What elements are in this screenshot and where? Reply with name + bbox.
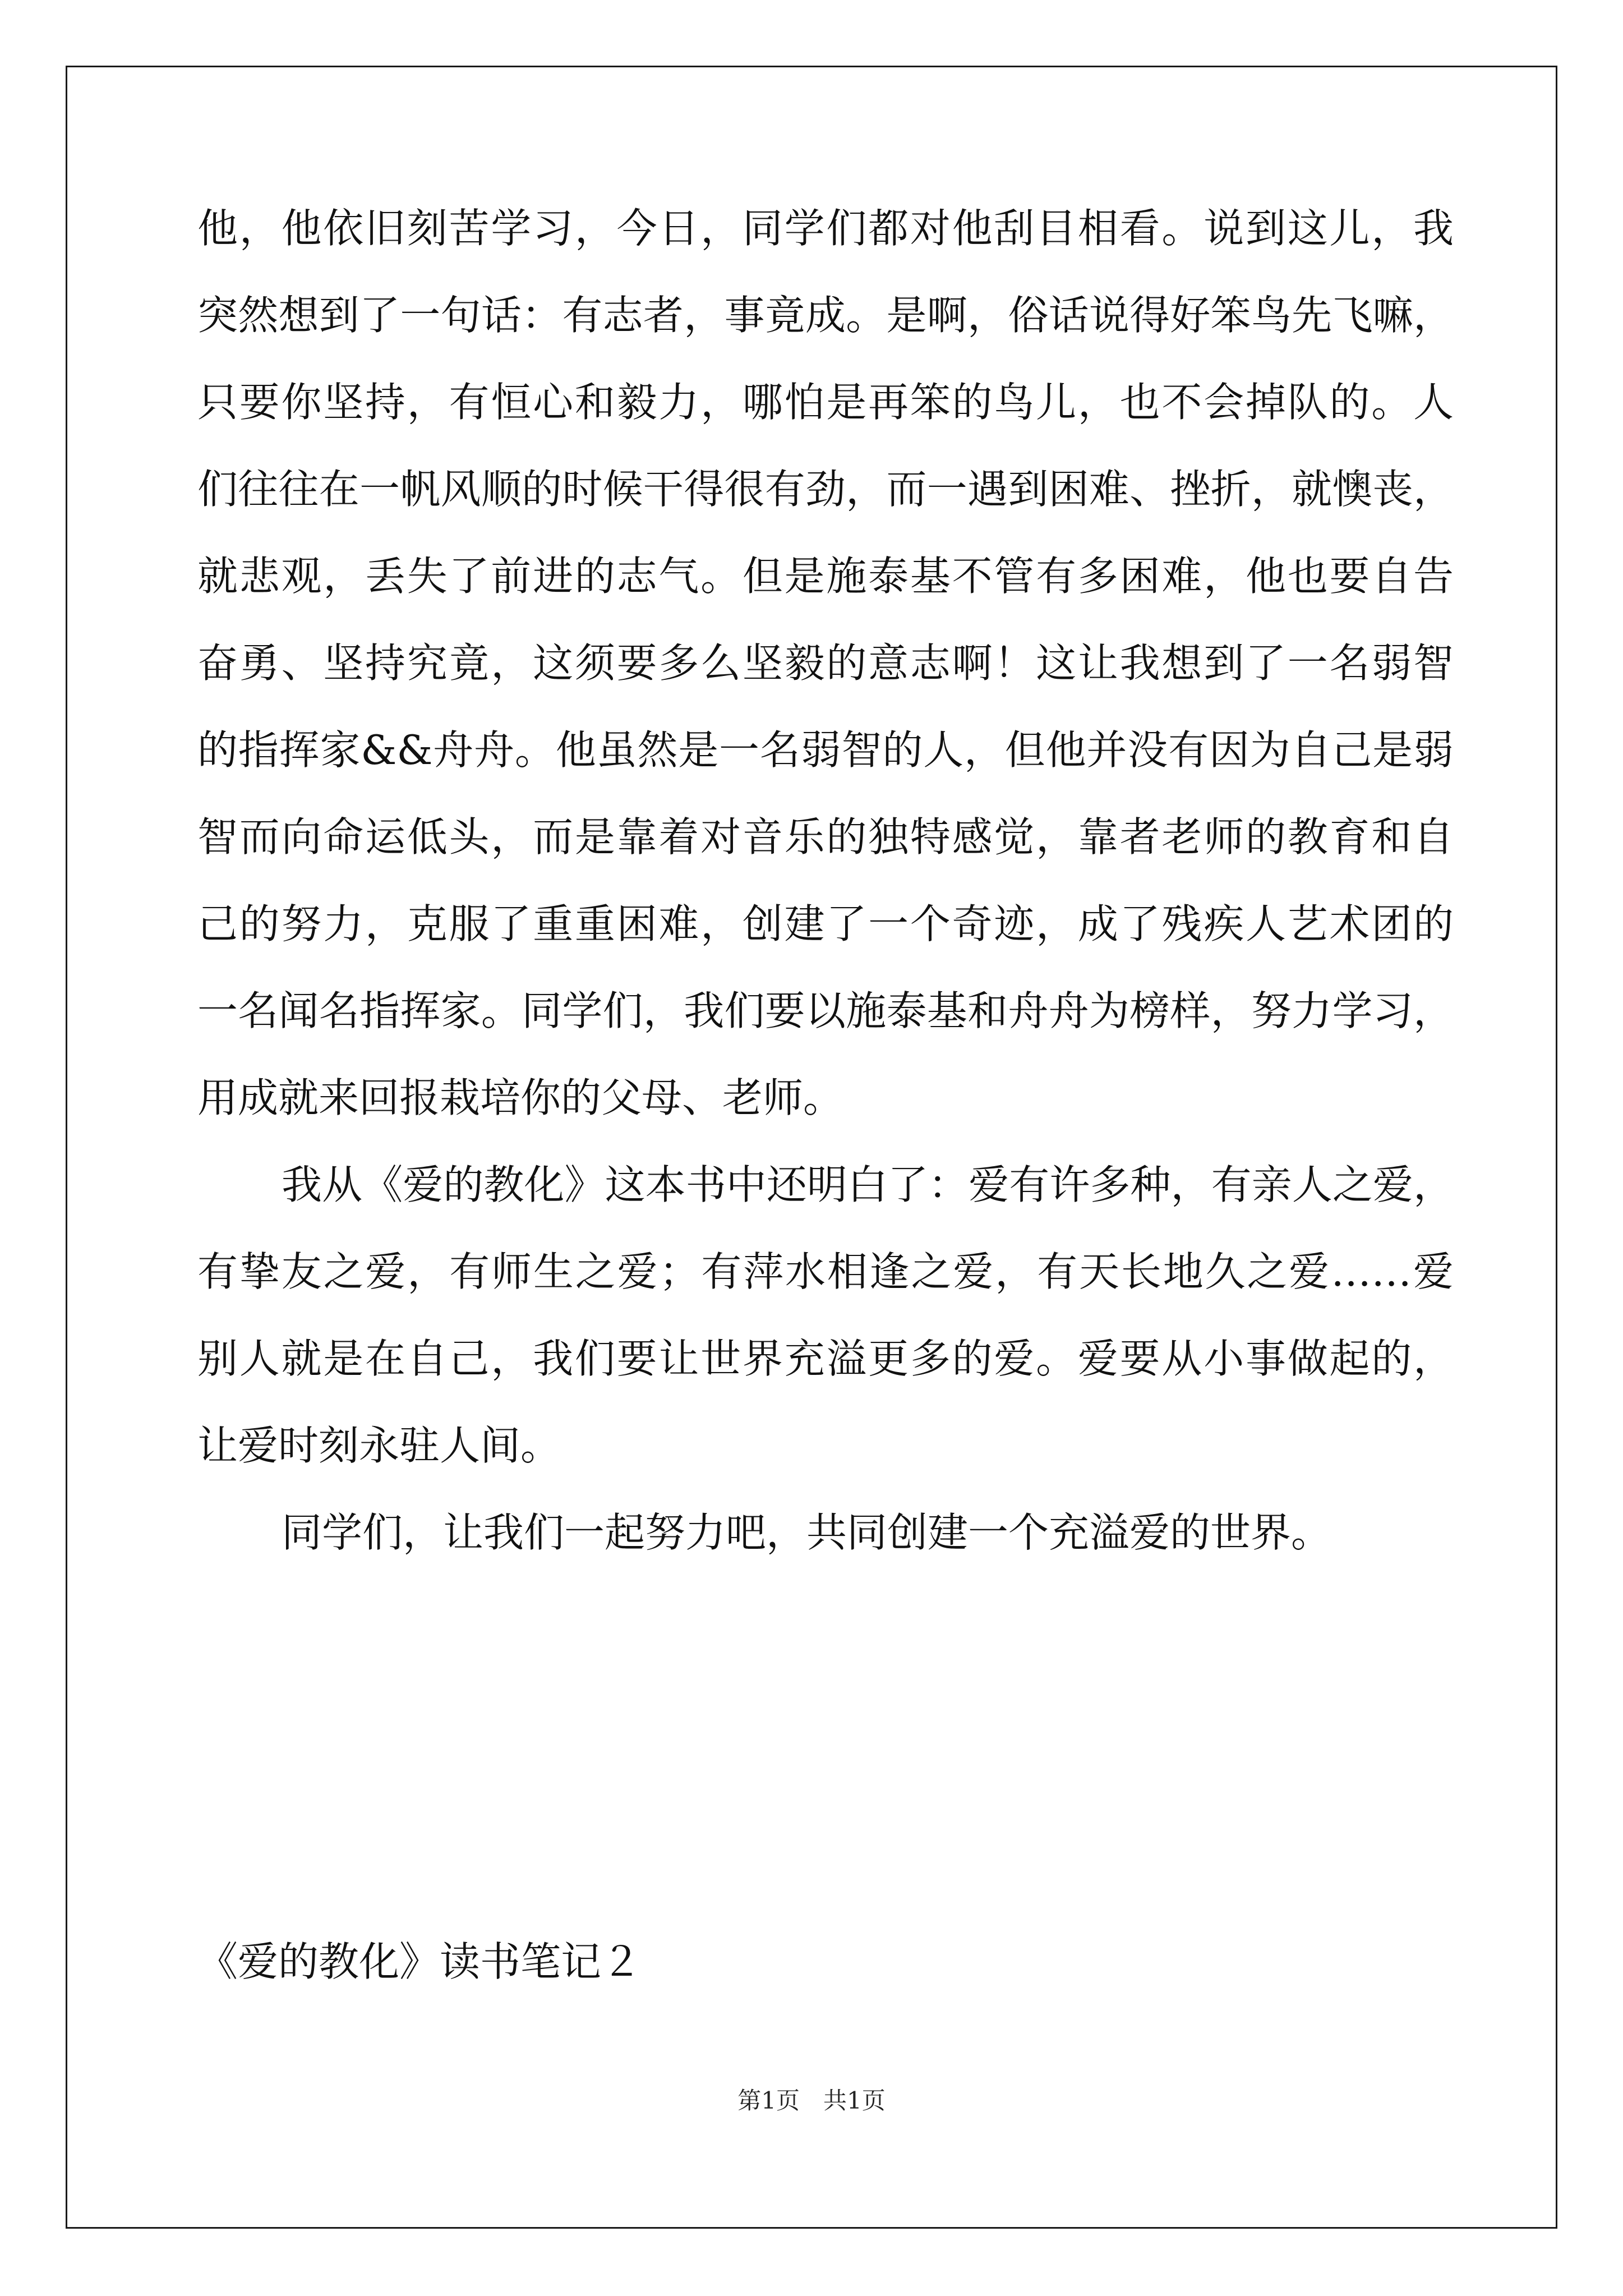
paragraph-1 [197, 185, 1454, 1142]
text-line: 只要你坚持，有恒心和毅力，哪怕是再笨的鸟儿，也不会掉队的。人 [197, 379, 1454, 426]
section-title: 《爱的教化》读书笔记２ [197, 1938, 642, 1985]
text-line: 己的努力，克服了重重困难，创建了一个奇迹，成了残疾人艺术团的 [197, 900, 1454, 947]
text-line: 们往往在一帆风顺的时候干得很有劲，而一遇到困难、挫折，就懊丧， [197, 466, 1454, 513]
document-body [197, 185, 1454, 1576]
paragraph-2 [197, 1142, 1454, 1489]
text-line: 同学们，让我们一起努力吧，共同创建一个充溢爱的世界。 [282, 1509, 1332, 1556]
text-line: 奋勇、坚持究竟，这须要多么坚毅的意志啊！这让我想到了一名弱智 [197, 639, 1454, 687]
text-line: 别人就是在自己，我们要让世界充溢更多的爱。爱要从小事做起的， [197, 1335, 1454, 1382]
text-line: 我从《爱的教化》这本书中还明白了：爱有许多种，有亲人之爱， [282, 1161, 1454, 1208]
text-line: 用成就来回报栽培你的父母、老师。 [197, 1074, 844, 1121]
text-line: 让爱时刻永驻人间。 [197, 1422, 561, 1469]
text-line: 一名闻名指挥家。同学们，我们要以施泰基和舟舟为榜样，努力学习， [197, 987, 1454, 1034]
text-line: 有挚友之爱，有师生之爱；有萍水相逢之爱，有天长地久之爱……爱 [197, 1248, 1454, 1295]
text-line: 就悲观，丢失了前进的志气。但是施泰基不管有多困难，他也要自告 [197, 553, 1454, 600]
paragraph-3 [197, 1489, 1454, 1576]
text-line: 的指挥家&&舟舟。他虽然是一名弱智的人，但他并没有因为自己是弱 [197, 726, 1454, 774]
text-line: 智而向命运低头，而是靠着对音乐的独特感觉，靠者老师的教育和自 [197, 813, 1454, 861]
page-footer: 第1页 共1页 [737, 2087, 886, 2114]
text-line: 他，他依旧刻苦学习，今日，同学们都对他刮目相看。说到这儿，我 [197, 205, 1454, 252]
text-line: 突然想到了一句话：有志者，事竟成。是啊，俗话说得好笨鸟先飞嘛， [197, 292, 1454, 339]
